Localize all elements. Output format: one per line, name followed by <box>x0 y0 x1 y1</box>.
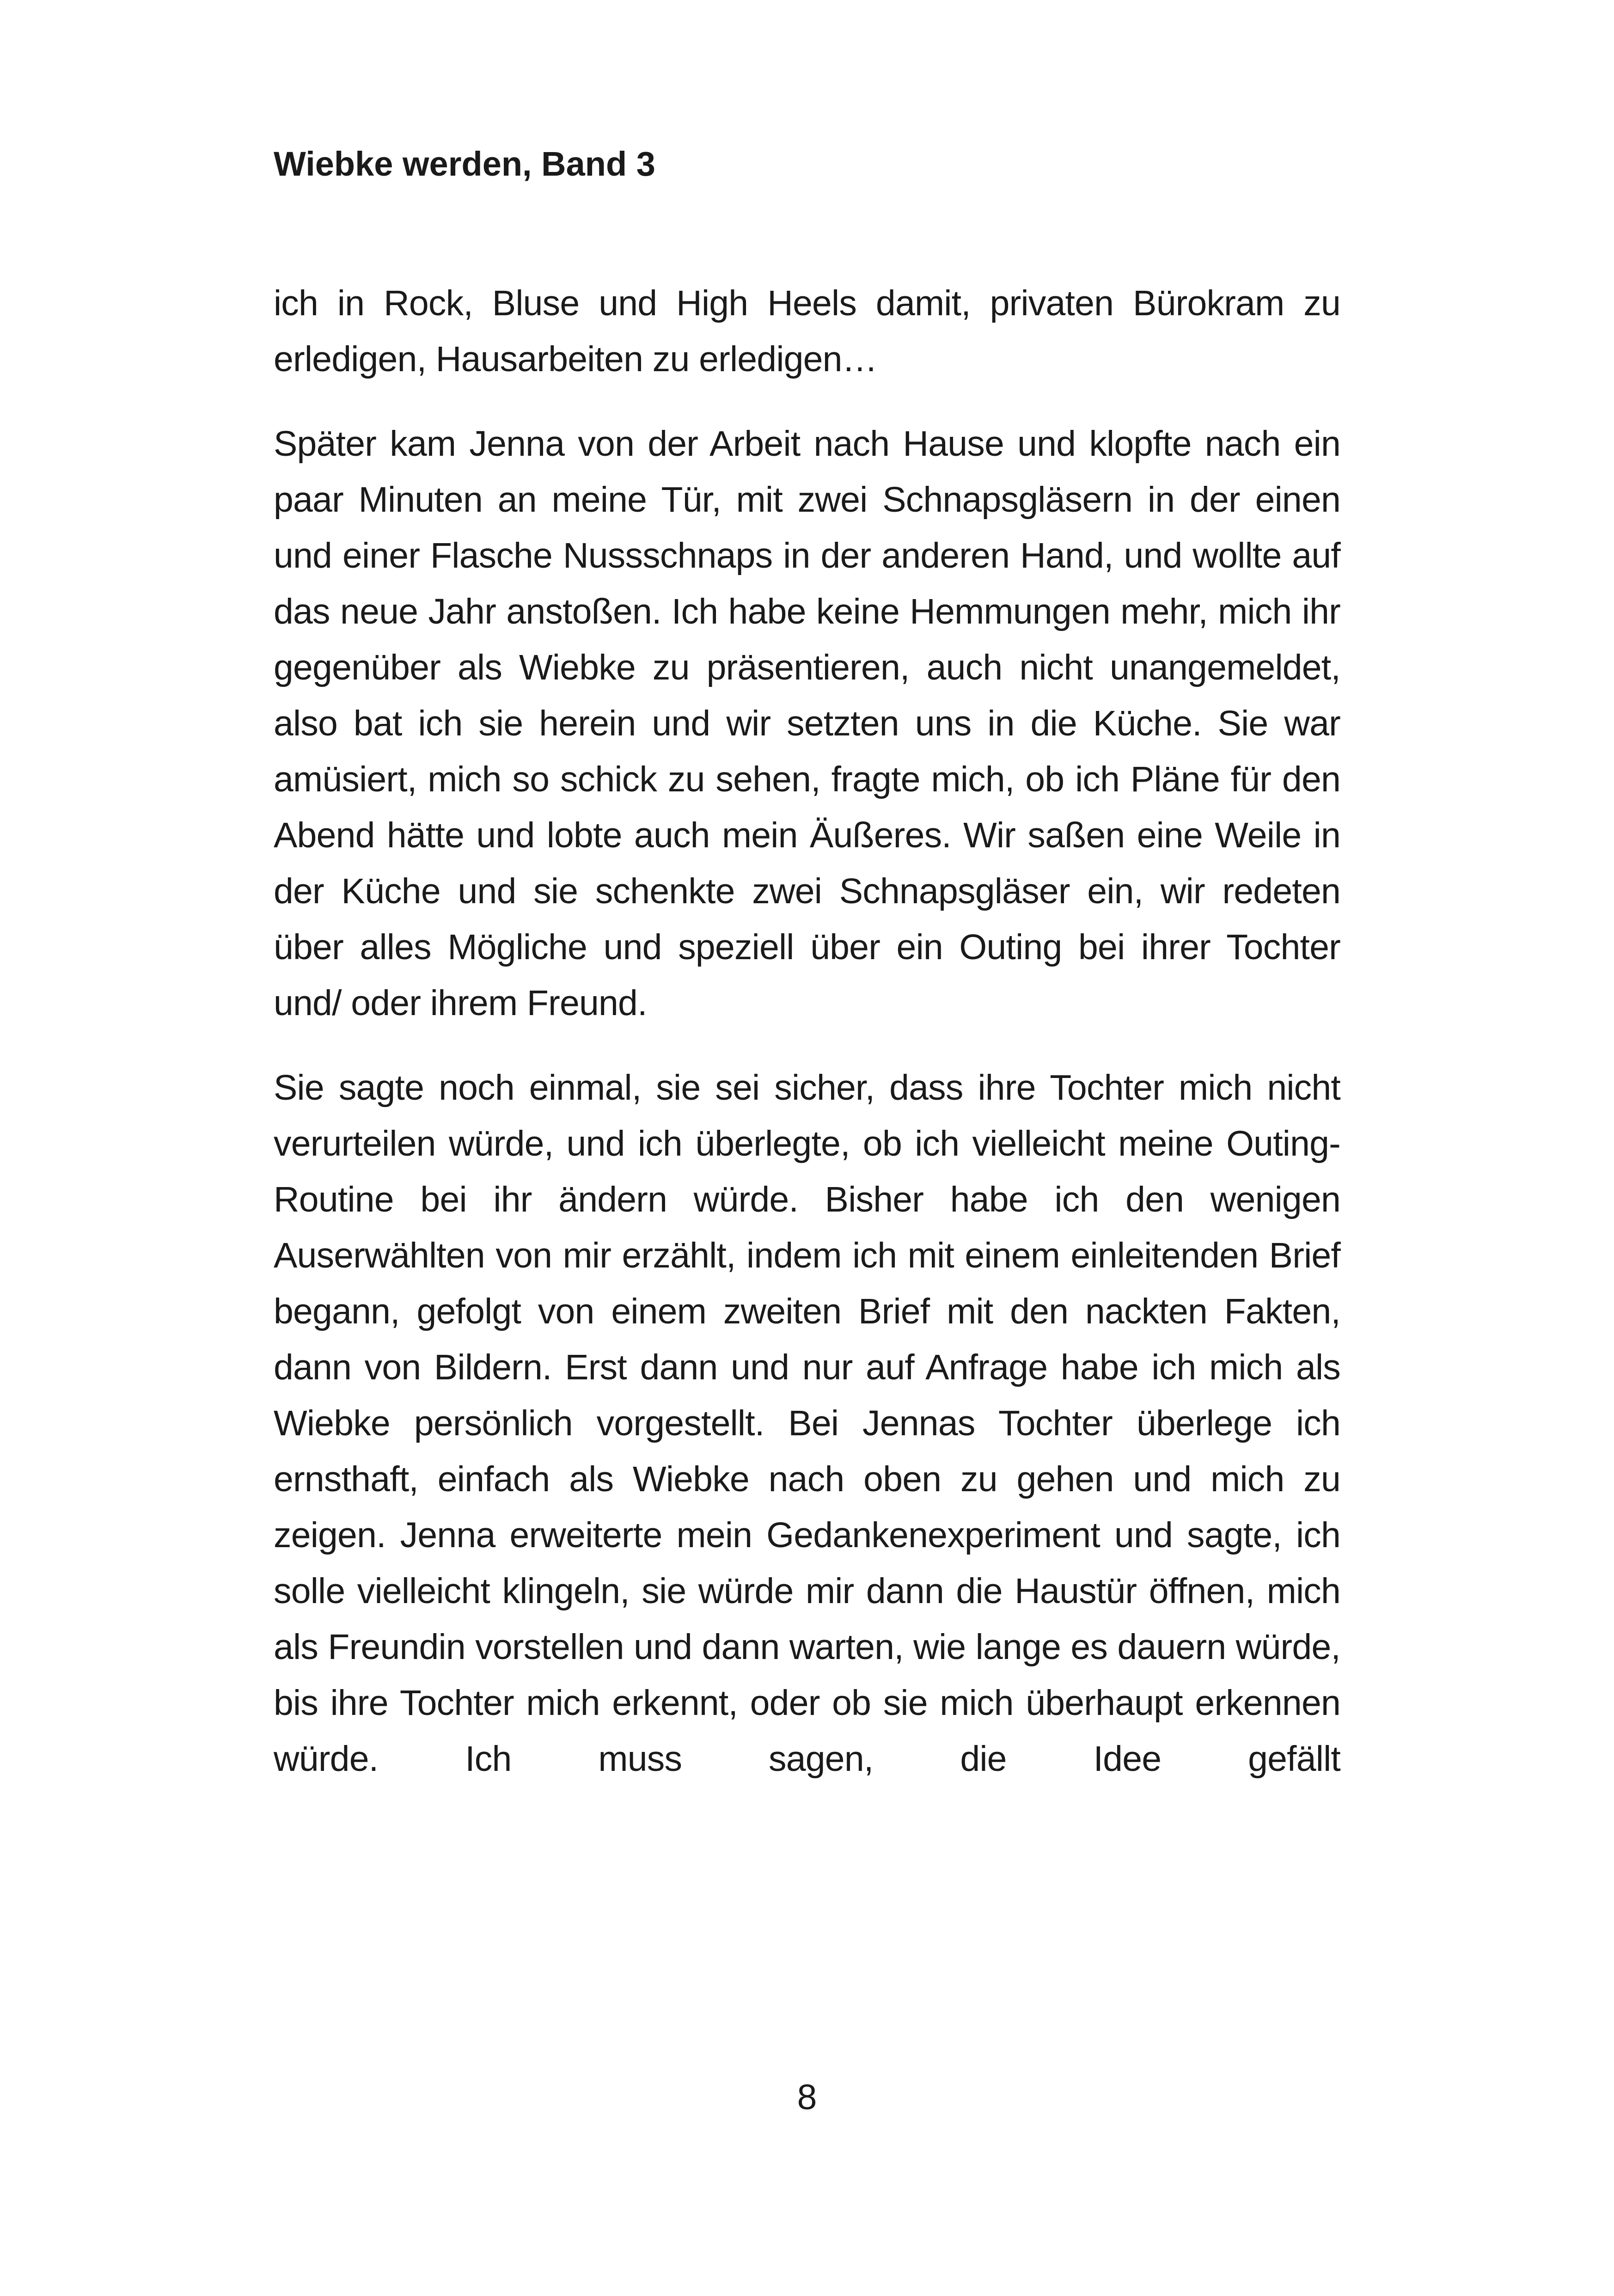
body-text <box>274 276 1340 1816</box>
page-number: 8 <box>797 2077 817 2117</box>
paragraph-3: Sie sagte noch einmal, sie sei sicher, dass ihre Tochter mich nicht verurteilen würde, und ich überlegte, ob ich vielleicht meine Outing- Routine bei ihr ändern würde. Bisher habe ich den wenigen Auserwählten von mir erzählt, indem ich mit einem einleitenden Brief begann, gefolgt von einem zweiten Brief mit den nackten Fakten, dann von Bildern. Erst dann und nur auf Anfrage habe ich mich als Wiebke persönlich vorgestellt. Bei Jennas Tochter überlege ich ernsthaft, einfach als Wiebke nach oben zu gehen und mich zu zeigen. Jenna erweiterte mein Gedankenexperiment und sagte, ich solle vielleicht klingeln, sie würde mir dann die Haustür öffnen, mich als Freundin vorstellen und dann warten, wie lange es dauern würde, bis ihre Tochter mich erkennt, oder ob sie mich überhaupt erkennen würde. Ich muss sagen, die Idee gefällt <box>274 1068 1340 1779</box>
paragraph-2: Später kam Jenna von der Arbeit nach Hause und klopfte nach ein paar Minuten an meine Tür, mit zwei Schnapsgläsern in der einen und einer Flasche Nussschnaps in der anderen Hand, und wollte auf das neue Jahr anstoßen. Ich habe keine Hemmungen mehr, mich ihr gegenüber als Wiebke zu präsentieren, auch nicht unangemeldet, also bat ich sie herein und wir setzten uns in die Küche. Sie war amüsiert, mich so schick zu sehen, fragte mich, ob ich Pläne für den Abend hätte und lobte auch mein Äußeres. Wir saßen eine Weile in der Küche und sie schenkte zwei Schnapsgläser ein, wir redeten über alles Mögliche und speziell über ein Outing bei ihrer Tochter und/ oder ihrem Freund. <box>274 424 1340 1023</box>
running-header-title: Wiebke werden, Band 3 <box>274 145 655 183</box>
paragraph-1: ich in Rock, Bluse und High Heels damit, privaten Bürokram zu erledigen, Hausarbeiten zu erledigen… <box>274 283 1340 379</box>
